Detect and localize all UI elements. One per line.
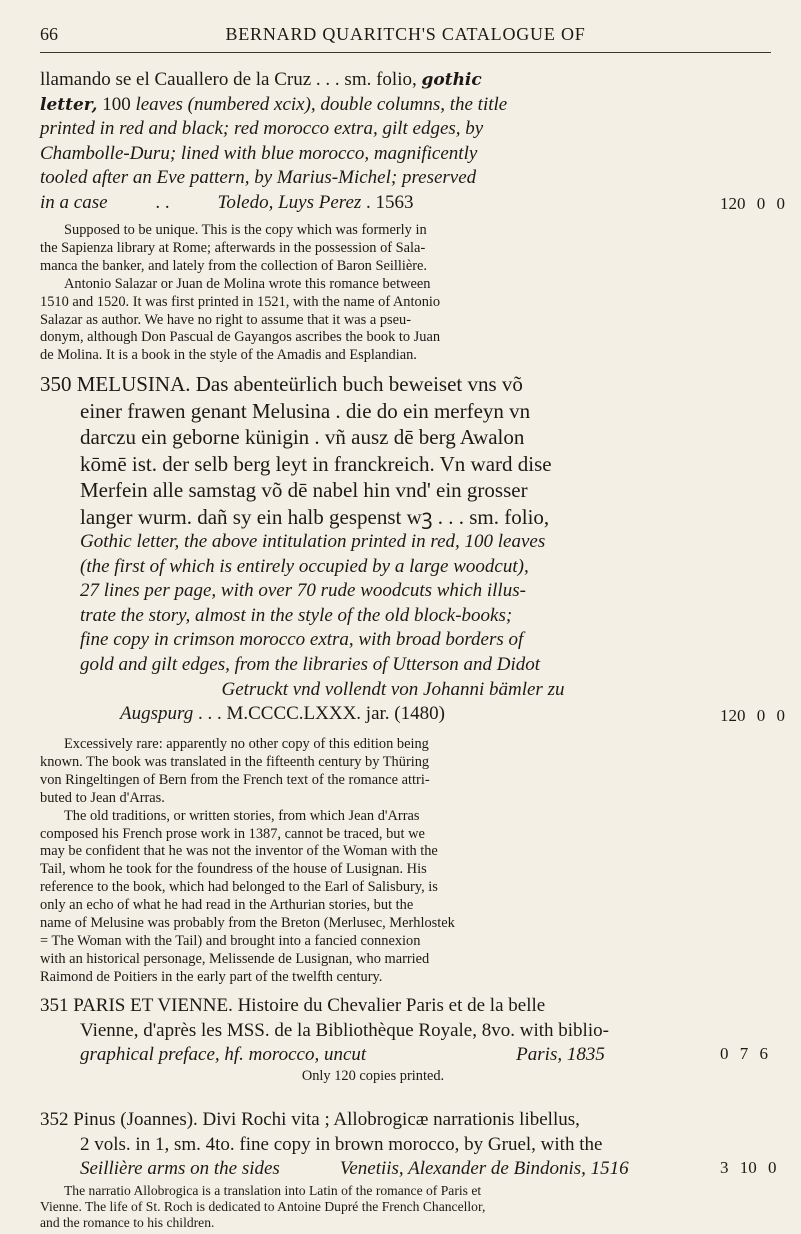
price: 0 7 6	[720, 1044, 768, 1063]
entry-title-line: darczu ein geborne künigin . vñ ausz dē berg Awalon	[80, 425, 525, 449]
note-line: buted to Jean d'Arras.	[40, 789, 165, 806]
note-line: only an echo of what he had read in the Arthurian stories, but the	[40, 897, 414, 914]
entry-year: . 1563	[366, 191, 414, 213]
entry-note	[40, 1183, 706, 1232]
note-line: manca the banker, and lately from the collection of Baron Seillière.	[40, 257, 428, 274]
entry-note	[40, 222, 706, 365]
entry-heading: MELUSINA. Das abenteürlich buch beweiset vns võ	[76, 372, 523, 396]
running-head: BERNARD QUARITCH'S CATALOGUE OF	[225, 24, 586, 44]
note-line: Vienne. The life of St. Roch is dedicated to Antoine Dupré the French Chancellor,	[40, 1199, 486, 1215]
note-line: donym, although Don Pascual de Gayangos ascribes the book to Juan	[40, 329, 441, 346]
entry-number: 351	[40, 995, 69, 1016]
entry-imprint: Toledo, Luys Perez	[217, 191, 362, 213]
price: 120 0 0	[720, 194, 785, 213]
entry-description: (the first of which is entirely occupied by a large woodcut),	[80, 555, 529, 577]
entry-description: leaves (numbered xcix), double columns, the title	[135, 93, 508, 115]
note-line: 1510 and 1520. It was first printed in 1521, with the name of Antonio	[40, 293, 441, 310]
entry-description: Getruckt vnd vollendt von Johanni bämler zu	[221, 678, 565, 700]
note-line: composed his French prose work in 1387, cannot be traced, but we	[40, 825, 425, 842]
price: 3 10 0	[720, 1158, 777, 1177]
entry-text: 100	[102, 93, 131, 115]
note-line: the Sapienza library at Rome; afterwards in the possession of Sala-	[40, 239, 426, 256]
entry-description: printed in red and black; red morocco extra, gilt edges, by	[40, 118, 484, 140]
note-line: von Ringeltingen of Bern from the French text of the romance attri-	[40, 771, 430, 788]
entry-heading: Pinus (Joannes). Divi Rochi vita ; Allobrogicæ narrationis libellus,	[73, 1109, 580, 1130]
entry-352	[40, 1108, 706, 1182]
note-line: = The Woman with the Tail) and brought into a fancied connexion	[40, 932, 421, 949]
note-line: may be confident that he was not the inventor of the Woman with the	[40, 843, 438, 860]
entry-description: gold and gilt edges, from the libraries of Utterson and Didot	[80, 653, 541, 675]
entry-description: graphical preface, hf. morocco, uncut	[80, 1044, 367, 1066]
entry-description: Chambolle-Duru; lined with blue morocco, magnificently	[40, 142, 478, 164]
entry-note	[40, 736, 706, 987]
note-line: and the romance to his children.	[40, 1215, 215, 1231]
entry-imprint: Venetiis, Alexander de Bindonis, 1516	[339, 1158, 629, 1180]
note-line: The narratio Allobrogica is a translation into Latin of the romance of Paris et	[64, 1183, 482, 1198]
price: 120 0 0	[720, 706, 785, 725]
note-line: Antonio Salazar or Juan de Molina wrote this romance between	[64, 275, 431, 292]
note-line: name of Melusine was probably from the Breton (Merlusec, Merhlostek	[40, 915, 455, 932]
entry-351	[40, 994, 706, 1068]
entry-number: 352	[40, 1109, 69, 1130]
entry-title-line: Vienne, d'après les MSS. de la Bibliothèque Royale, 8vo. with biblio-	[80, 1019, 609, 1041]
gothic-word: letter,	[40, 94, 98, 115]
leader-dots: . .	[155, 191, 170, 213]
note-line: Tail, whom he took for the foundress of the house of Lusignan. His	[40, 861, 427, 878]
entry-title-line: 2 vols. in 1, sm. 4to. fine copy in brown morocco, by Gruel, with the	[80, 1133, 603, 1155]
entry-description: Gothic letter, the above intitulation printed in red, 100 leaves	[80, 531, 546, 552]
entry-350-description	[40, 530, 706, 727]
entry-title-line: einer frawen genant Melusina . die do ein merfeyn vn	[80, 398, 531, 423]
note-line: known. The book was translated in the fifteenth century by Thüring	[40, 753, 430, 770]
note-line: reference to the book, which had belonged to the Earl of Salisbury, is	[40, 879, 438, 896]
note-line: Excessively rare: apparently no other copy of this edition being	[64, 736, 429, 752]
entry-title-line: kōmē ist. der selb berg leyt in franckreich. Vn ward dise	[80, 451, 552, 476]
entry-title-line: Merfein alle samstag võ dē nabel hin vnd' ein grosser	[80, 478, 528, 502]
note-line: The old traditions, or written stories, from which Jean d'Arras	[64, 807, 420, 824]
note-line: with an historical personage, Melissende de Lusignan, who married	[40, 950, 430, 967]
gothic-word: gothic	[421, 70, 482, 90]
entry-description: in a case	[40, 191, 108, 213]
entry-350	[40, 371, 706, 530]
entry-note: Only 120 copies printed.	[301, 1068, 445, 1084]
entry-description: trate the story, almost in the style of the old block-books;	[80, 604, 513, 626]
entry-imprint: Augspurg	[120, 703, 194, 725]
entry-text: llamando se el Cauallero de la Cruz . . . sm. folio,	[40, 69, 417, 90]
note-line: Raimond de Poitiers in the early part of the twelfth century.	[40, 968, 383, 985]
note-line: de Molina. It is a book in the style of the Amadis and Esplandian.	[40, 347, 417, 364]
entry-description: 27 lines per page, with over 70 rude woodcuts which illus-	[80, 580, 526, 602]
entry-imprint: Paris, 1835	[516, 1044, 605, 1066]
entry-description: Seillière arms on the sides	[80, 1158, 280, 1180]
entry-date: . . . M.CCCC.LXXX. jar. (1480)	[197, 703, 445, 725]
entry-heading: PARIS ET VIENNE. Histoire du Chevalier Paris et de la belle	[73, 995, 546, 1016]
page-header	[40, 22, 771, 53]
entry-title-line: langer wurm. dañ sy ein halb gespenst wꝫ . . . sm. folio,	[80, 504, 550, 529]
entry-description: fine copy in crimson morocco extra, with broad borders of	[80, 629, 524, 651]
entry-description: tooled after an Eve pattern, by Marius-Michel; preserved	[40, 167, 477, 189]
note-line: Supposed to be unique. This is the copy which was formerly in	[64, 222, 427, 238]
note-line: Salazar as author. We have no right to assume that it was a pseu-	[40, 311, 412, 328]
page-number: 66	[40, 24, 58, 44]
entry-number: 350	[40, 372, 72, 396]
entry-continuation	[40, 68, 706, 216]
